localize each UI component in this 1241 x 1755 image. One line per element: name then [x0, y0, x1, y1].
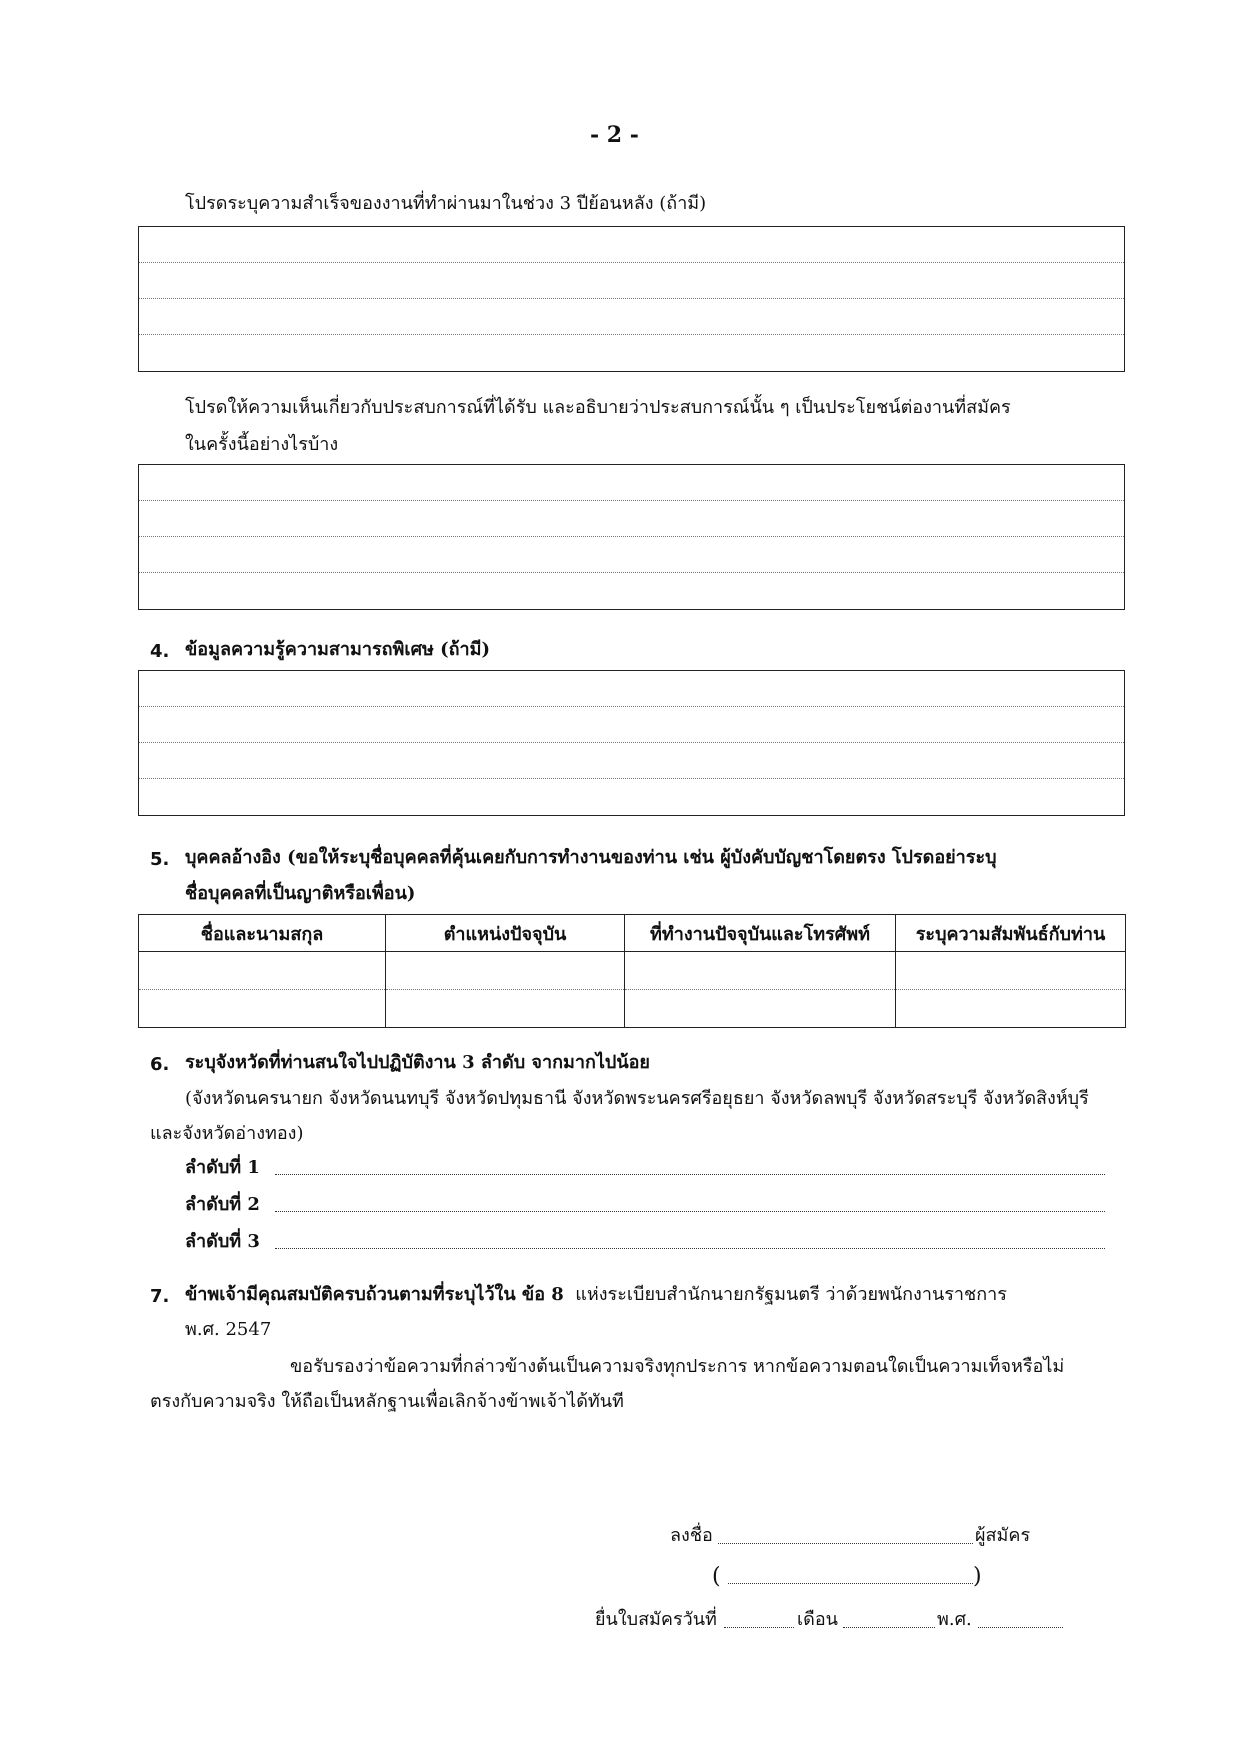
table-cell[interactable] [625, 952, 896, 990]
table-cell[interactable] [139, 990, 386, 1028]
sign-label: ลงชื่อ [670, 1525, 713, 1546]
section7-number: 7. [150, 1286, 170, 1307]
rank3-label: ลำดับที่ 3 [185, 1231, 260, 1252]
month-label: เดือน [797, 1609, 838, 1630]
table-cell[interactable] [386, 990, 625, 1028]
achievements-prompt: โปรดระบุความสำเร็จของงานที่ทำผ่านมาในช่วง 3 ปีย้อนหลัง (ถ้ามี) [185, 193, 707, 214]
section5-title-line2: ชื่อบุคคลที่เป็นญาติหรือเพื่อน) [185, 883, 416, 904]
printed-name-field[interactable] [728, 1583, 973, 1584]
special-skills-textbox[interactable] [138, 670, 1125, 816]
column-header-relationship: ระบุความสัมพันธ์กับท่าน [896, 915, 1126, 952]
reference-table [138, 914, 1126, 1028]
section6-title: ระบุจังหวัดที่ท่านสนใจไปปฏิบัติงาน 3 ลำดับ จากมากไปน้อย [185, 1052, 650, 1073]
column-header-name: ชื่อและนามสกุล [139, 915, 386, 952]
table-row [139, 952, 1126, 990]
submit-month-field[interactable] [843, 1627, 935, 1628]
open-paren: ( [712, 1564, 721, 1589]
table-cell[interactable] [139, 952, 386, 990]
close-paren: ) [973, 1564, 982, 1589]
table-cell[interactable] [896, 990, 1126, 1028]
section7-text [185, 1286, 1007, 1304]
submit-date-label: ยื่นใบสมัครวันที่ [595, 1609, 717, 1630]
rank1-field[interactable] [275, 1174, 1105, 1175]
section7-text-bold: ข้าพเจ้ามีคุณสมบัติครบถ้วนตามที่ระบุไว้ใน ข้อ 8 [185, 1284, 564, 1305]
section5-number: 5. [150, 849, 170, 870]
submit-day-field[interactable] [724, 1627, 794, 1628]
section6-provinces-line1: (จังหวัดนครนายก จังหวัดนนทบุรี จังหวัดปทุมธานี จังหวัดพระนครศรีอยุธยา จังหวัดลพบุรี จังหวัดสระบุรี จังหวัดสิงห์บุรี [185, 1088, 1089, 1109]
table-cell[interactable] [386, 952, 625, 990]
section7-text-rest: แห่งระเบียบสำนักนายกรัฐมนตรี ว่าด้วยพนักงานราชการ [575, 1284, 1007, 1305]
experience-textbox[interactable] [138, 464, 1125, 610]
section6-number: 6. [150, 1054, 170, 1075]
signature-field[interactable] [718, 1543, 973, 1544]
rank1-label: ลำดับที่ 1 [185, 1157, 260, 1178]
section7-text-line2: พ.ศ. 2547 [185, 1319, 272, 1340]
certification-line2: ตรงกับความจริง ให้ถือเป็นหลักฐานเพื่อเลิกจ้างข้าพเจ้าได้ทันที [150, 1391, 624, 1412]
table-row [139, 990, 1126, 1028]
rank2-label: ลำดับที่ 2 [185, 1194, 260, 1215]
achievements-textbox[interactable] [138, 226, 1125, 372]
table-cell[interactable] [625, 990, 896, 1028]
section6-provinces-line2: และจังหวัดอ่างทอง) [150, 1123, 304, 1144]
table-cell[interactable] [896, 952, 1126, 990]
section4-title: ข้อมูลความรู้ความสามารถพิเศษ (ถ้ามี) [185, 639, 491, 660]
section4-number: 4. [150, 641, 170, 662]
experience-prompt-line1: โปรดให้ความเห็นเกี่ยวกับประสบการณ์ที่ได้รับ และอธิบายว่าประสบการณ์นั้น ๆ เป็นประโยชน์ต่องานที่สมัคร [185, 397, 1011, 418]
experience-prompt-line2: ในครั้งนี้อย่างไรบ้าง [185, 434, 339, 455]
column-header-workplace-phone: ที่ทำงานปัจจุบันและโทรศัพท์ [625, 915, 896, 952]
submit-year-field[interactable] [978, 1627, 1063, 1628]
year-label: พ.ศ. [937, 1609, 972, 1630]
section5-title-line1: บุคคลอ้างอิง (ขอให้ระบุชื่อบุคคลที่คุ้นเคยกับการทำงานของท่าน เช่น ผู้บังคับบัญชาโดยตรง โปรดอย่าระบุ [185, 847, 997, 868]
certification-line1: ขอรับรองว่าข้อความที่กล่าวข้างต้นเป็นความจริงทุกประการ หากข้อความตอนใดเป็นความเท็จหรือไม่ [290, 1356, 1065, 1377]
column-header-position: ตำแหน่งปัจจุบัน [386, 915, 625, 952]
rank3-field[interactable] [275, 1248, 1105, 1249]
rank2-field[interactable] [275, 1211, 1105, 1212]
applicant-label: ผู้สมัคร [975, 1525, 1031, 1546]
page-number: - 2 - [590, 122, 639, 148]
